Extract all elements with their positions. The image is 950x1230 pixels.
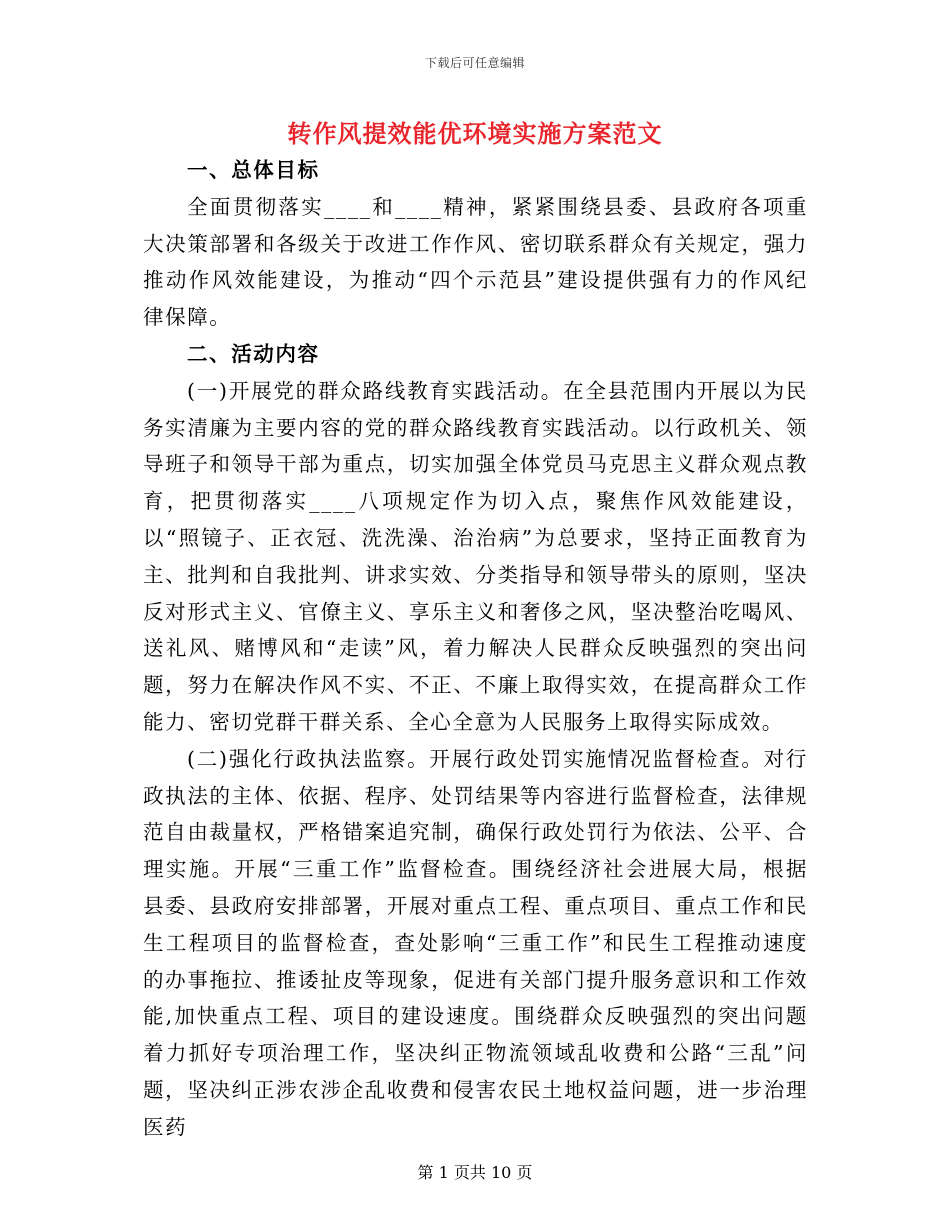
section-heading-activities: 二、活动内容 (187, 341, 320, 366)
paragraph-goals: 全面贯彻落实____和____精神，紧紧围绕县委、县政府各项重大决策部署和各级关于改进工作作风、密切联系群众有关规定，强力推动作风效能建设，为推动“四个示范县”建设提供强有力的作风纪律保障。 (143, 194, 808, 330)
document-title: 转作风提效能优环境实施方案范文 (287, 119, 663, 148)
page-indicator: 第 1 页共 10 页 (417, 1163, 533, 1182)
section-heading-goals: 一、总体目标 (187, 158, 320, 182)
document-body (143, 152, 808, 1146)
paragraph-activity-1: (一)开展党的群众路线教育实践活动。在全县范围内开展以为民务实清廉为主要内容的党的群众路线教育实践活动。以行政机关、领导班子和领导干部为重点，切实加强全体党员马克思主义群众观点教育，把贯彻落实____八项规定作为切入点，聚焦作风效能建设，以“照镜子、正衣冠、洗洗澡、治治病”为总要求，坚持正面教育为主、批判和自我批判、讲求实效、分类指导和领导带头的原则，坚决反对形式主义、官僚主义、享乐主义和奢侈之风，坚决整治吃喝风、送礼风、赌博风和“走读”风，着力解决人民群众反映强烈的突出问题，努力在解决作风不实、不正、不廉上取得实效，在提高群众工作能力、密切党群干群关系、全心全意为人民服务上取得实际成效。 (143, 378, 808, 734)
paragraph-activity-2: (二)强化行政执法监察。开展行政处罚实施情况监督检查。对行政执法的主体、依据、程序、处罚结果等内容进行监督检查，法律规范自由裁量权，严格错案追究制，确保行政处罚行为依法、公平、合理实施。开展“三重工作”监督检查。围绕经济社会进展大局，根据县委、县政府安排部署，开展对重点工程、重点项目、重点工作和民生工程项目的监督检查，查处影响“三重工作”和民生工程推动速度的办事拖拉、推诿扯皮等现象，促进有关部门提升服务意识和工作效能,加快重点工程、项目的建设速度。围绕群众反映强烈的突出问题着力抓好专项治理工作，坚决纠正物流领域乱收费和公路“三乱”问题，坚决纠正涉农涉企乱收费和侵害农民土地权益问题，进一步治理医药 (143, 746, 808, 1139)
header-note: 下载后可任意编辑 (424, 56, 525, 70)
